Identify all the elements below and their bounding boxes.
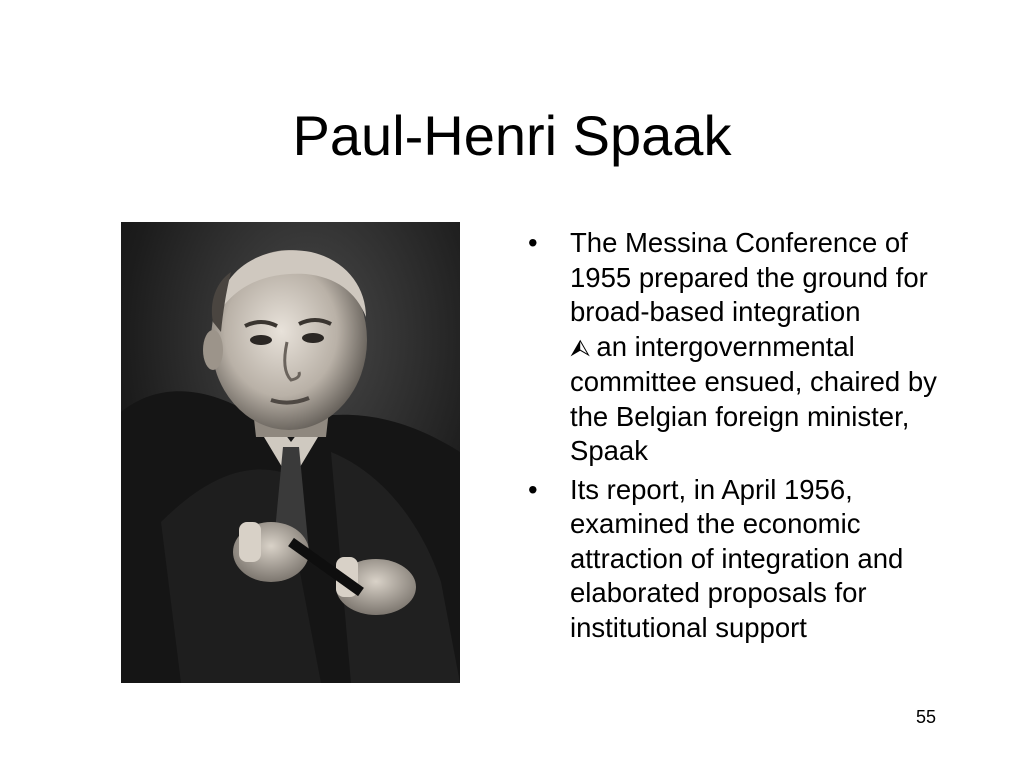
page-number: 55 [915, 707, 936, 727]
list-item [528, 473, 948, 646]
bullet-text-continued: an intergovernmental committee ensued, chaired by the Belgian foreign minister, Spaak [570, 330, 937, 466]
bullet-marker: • [528, 227, 538, 258]
bullet-text: The Messina Conference of 1955 prepared the ground for broad-based integration [570, 227, 928, 327]
list-item [528, 226, 948, 469]
bullet-marker: • [528, 473, 538, 505]
arrow-up-icon: ⮙ [570, 333, 591, 362]
bullet-text: Its report, in April 1956, examined the economic attraction of integration and elaborated proposals for institutional support [570, 473, 904, 643]
bullet-list [528, 226, 948, 649]
portrait-photo [121, 222, 460, 683]
slide-title: Paul-Henri Spaak [292, 104, 732, 167]
